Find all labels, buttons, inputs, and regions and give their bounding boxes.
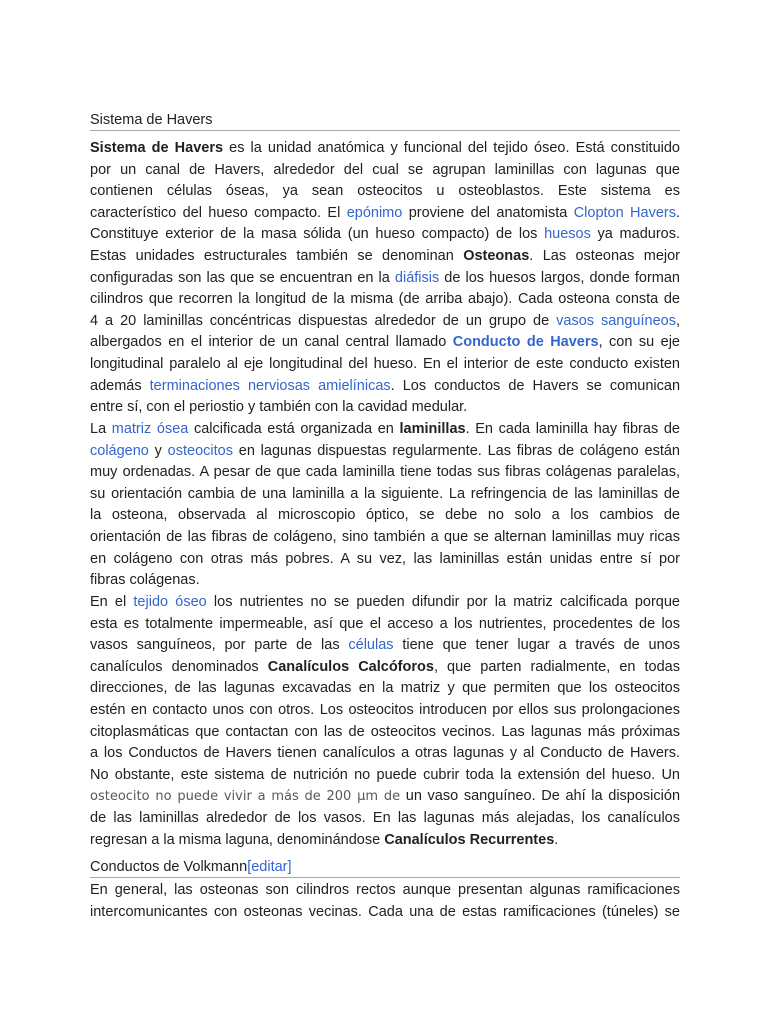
section-heading-conductos-de-volkmann [90,857,680,878]
text-run: 4 a 20 laminillas concéntricas dispuestas alrededor de un grupo de [90,312,557,329]
text-run: canalículos denominados [90,658,268,675]
text-run: orientación de las fibras de colágeno, sino también a que se alternan laminillas muy ricas [90,528,680,545]
text-run: estén en contacto unos con otros. Los osteocitos introducen por ellos sus prolongaciones [90,701,680,718]
text-run: . Los conductos de Havers se comunican [390,377,681,394]
text-line [90,441,680,463]
bold-term: Sistema de Havers [90,140,224,156]
text-run: albergados en el interior de un canal central llamado [90,334,453,351]
text-run: . [675,204,681,221]
text-line [90,765,680,787]
text-run: fibras colágenas. [90,572,200,589]
quoted-text: osteocito no puede vivir a más de 200 µm de [90,789,401,805]
text-run: configuradas son las que se encuentran en la [90,269,395,286]
wiki-link[interactable]: osteocitos [167,442,233,459]
bold-term: Conducto de Havers [452,334,599,351]
text-run: entre sí, con el periostio y también con la cavidad medular. [90,399,468,416]
text-run: tiene que tener lugar a través de unos [393,637,680,654]
edit-link[interactable]: [editar] [247,859,292,875]
bold-term: Canalículos Calcóforos [267,658,434,675]
text-run: es la unidad anatómica y funcional del tejido óseo. Está constituido [223,140,680,156]
text-line [90,203,680,225]
text-line [90,484,680,506]
text-line [90,224,680,246]
text-line [90,808,680,830]
wiki-link[interactable]: vasos sanguíneos [556,312,676,329]
text-run: No obstante, este sistema de nutrición no puede cubrir toda la extensión del hueso. Un [90,766,680,783]
text-line [90,289,680,311]
bold-term: laminillas [399,421,466,437]
wiki-link[interactable]: células [348,637,394,654]
text-line [90,181,680,203]
text-line [90,376,680,398]
text-run: de los huesos largos, donde forman [439,269,680,286]
text-run: regresan a la misma laguna, denominándose [90,831,385,848]
paragraph-3 [90,592,680,851]
text-run: característico del hueso compacto. El [90,204,347,221]
text-line [90,635,680,657]
text-run: . En cada laminilla hay fibras de [465,421,680,437]
text-run: en colágeno con otras más pobres. A su vez, las laminillas están unidas entre sí por [90,550,680,567]
text-run: de las laminillas alrededor de los vasos. En las lagunas más alejadas, los canalículos [90,809,680,826]
text-run: La [90,421,112,437]
text-line [90,160,680,182]
text-line [90,268,680,290]
wiki-link[interactable]: huesos [544,226,591,243]
text-run: cilindros que recorren la longitud de la misma (de arriba abajo). Cada osteona consta de [90,291,680,308]
text-line [90,678,680,700]
text-run: en lagunas dispuestas regularmente. Las fibras de colágeno están [232,442,680,459]
text-run: . Las osteonas mejor [529,247,680,264]
text-run: . [554,831,559,848]
text-line [90,722,680,744]
text-run: contienen células óseas, ya sean osteocitos u osteoblastos. Este sistema es [90,183,680,200]
text-line [90,527,680,549]
text-run: direcciones, de las lagunas excavadas en la matriz y que permiten que los osteocitos [90,680,680,697]
text-run: Estas unidades estructurales también se denominan [90,247,464,264]
text-run: , con su eje [598,334,680,351]
text-run: , [675,312,680,329]
text-run: su orientación cambia de una laminilla a la siguiente. La refringencia de las laminillas de [90,485,680,502]
text-run: , que parten radialmente, en todas [433,658,680,675]
wiki-link[interactable]: diáfisis [394,269,440,286]
text-line [90,786,680,808]
text-run: intercomunicantes con osteonas vecinas. Cada una de estas ramificaciones (túneles) se [90,903,680,920]
wiki-link[interactable]: tejido óseo [133,594,207,610]
text-line [90,549,680,571]
text-line [90,138,680,160]
heading-text: Conductos de Volkmann [90,859,248,875]
text-run: los nutrientes no se pueden difundir por la matriz calcificada porque [206,594,680,610]
wiki-link[interactable]: matriz ósea [111,421,189,437]
text-line [90,311,680,333]
text-line [90,397,680,419]
text-run: longitudinal paralelo al eje longitudinal del hueso. En el interior de este conducto existen [90,355,680,372]
text-line [90,657,680,679]
wiki-link[interactable]: colágeno [90,442,149,459]
text-run: En general, las osteonas son cilindros rectos aunque presentan algunas ramificaciones [90,882,680,898]
text-run: esta es totalmente impermeable, así que el acceso a los nutrientes, procedentes de los [90,615,680,632]
text-run: calcificada está organizada en [188,421,400,437]
text-line [90,462,680,484]
text-line [90,902,680,924]
paragraph-2 [90,419,680,592]
wiki-link[interactable]: terminaciones nerviosas amielínicas [149,377,391,394]
text-line [90,570,680,592]
text-line [90,700,680,722]
text-run: la osteona, observada al microscopio óptico, se debe no solo a los cambios de [90,507,680,524]
text-line [90,505,680,527]
bold-term: Canalículos Recurrentes [384,831,555,848]
text-run: a los Conductos de Havers tienen canalículos a otras lagunas y al Conducto de Havers. [90,745,680,762]
text-run: muy ordenadas. A pesar de que cada laminilla tiene todas sus fibras colágenas paralelas, [90,464,680,481]
paragraph-1 [90,138,680,419]
wiki-link[interactable]: epónimo [346,204,403,221]
text-run: además [90,377,150,394]
text-run: citoplasmáticas que contactan con las de osteocitos vecinos. Las lagunas más próximas [90,723,680,740]
heading-text: Sistema de Havers [90,112,213,128]
text-run: un vaso sanguíneo. De ahí la disposición [400,788,681,805]
text-run: Constituye exterior de la masa sólida (un hueso compacto) de los [90,226,545,243]
section-heading-sistema-de-havers [90,110,680,131]
text-run: proviene del anatomista [402,204,574,221]
text-line [90,332,680,354]
text-line [90,880,680,902]
text-run: En el [90,594,134,610]
text-line [90,592,680,614]
text-run: y [148,442,168,459]
text-line [90,354,680,376]
bold-term: Osteonas [463,247,530,264]
text-line [90,743,680,765]
text-run: por un canal de Havers, alrededor del cual se agrupan laminillas con lagunas que [90,161,680,178]
text-line [90,830,680,852]
text-line [90,614,680,636]
text-line [90,246,680,268]
paragraph-4 [90,880,680,923]
text-line [90,419,680,441]
wiki-link[interactable] [453,334,599,350]
text-run: ya maduros. [590,226,680,243]
wiki-link[interactable]: Clopton Havers [573,204,676,221]
text-run: vasos sanguíneos, por parte de las [90,637,349,654]
